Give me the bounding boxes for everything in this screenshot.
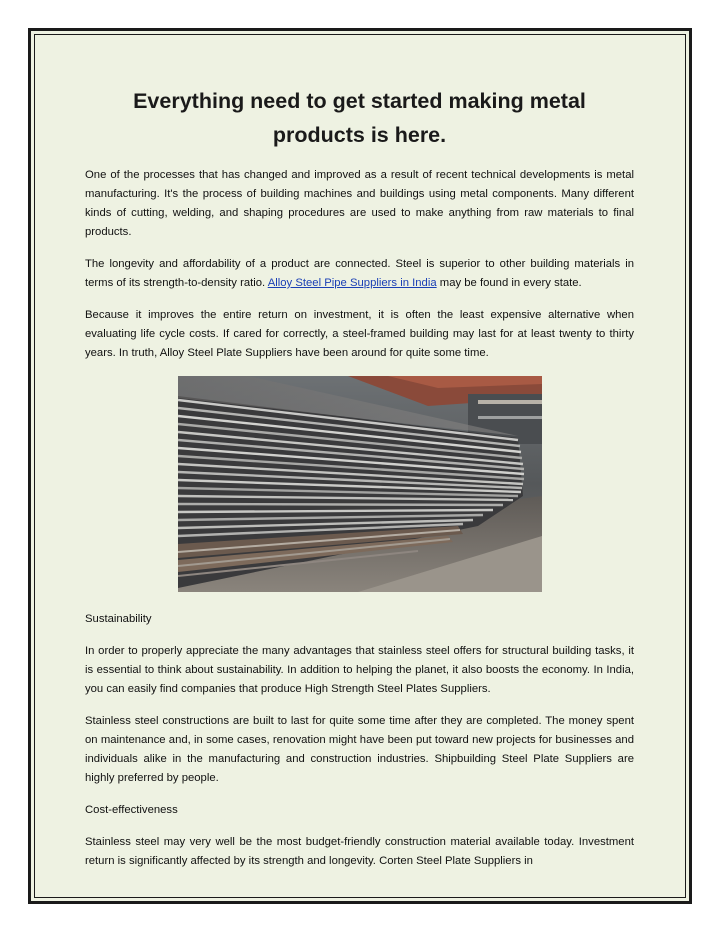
steel-plates-photo bbox=[178, 376, 542, 592]
paragraph-intro: One of the processes that has changed and improved as a result of recent technical developments is metal manufacturing. It's the process of building machines and buildings using metal components. Many different kinds of cutting, welding, and shaping procedures are used to make anything from raw materials to final products. bbox=[85, 169, 634, 238]
paragraph-roi: Because it improves the entire return on investment, it is often the least expensive alternative when evaluating life cycle costs. If cared for correctly, a steel-framed building may last for at least twenty to thirty years. In truth, Alloy Steel Plate Suppliers have been around for quite some time. bbox=[85, 309, 634, 359]
page-title: Everything need to get started making metal products is here. bbox=[133, 89, 586, 147]
paragraph-durability: Stainless steel constructions are built to last for quite some time after they are completed. The money spent on maintenance and, in some cases, renovation might have been put toward new projects for businesses and individuals alike in the manufacturing and construction industries. Shipbuilding Steel Plate Suppliers are highly preferred by people. bbox=[85, 715, 634, 784]
document-content bbox=[85, 84, 634, 884]
heading-sustainability: Sustainability bbox=[85, 613, 152, 625]
paragraph-longevity-text-end: may be found in every state. bbox=[436, 277, 582, 289]
paragraph-cost: Stainless steel may very well be the most budget-friendly construction material available today. Investment return is significantly affected by its strength and longevity. Corten Steel Plate Suppliers in bbox=[85, 836, 634, 867]
paragraph-longevity bbox=[85, 255, 634, 293]
paragraph-sustainability: In order to properly appreciate the many advantages that stainless steel offers for structural building tasks, it is essential to think about sustainability. In addition to helping the planet, it also boosts the economy. In India, you can easily find companies that produce High Strength Steel Plates Suppliers. bbox=[85, 645, 634, 695]
steel-plates-image bbox=[178, 376, 542, 592]
paragraph-longevity-text-start: The longevity and affordability of a product are connected. Steel is superior to other building materials in terms of its strength-to-density ratio. bbox=[85, 258, 634, 289]
alloy-steel-pipe-suppliers-link[interactable]: Alloy Steel Pipe Suppliers in India bbox=[267, 277, 437, 289]
heading-cost-effectiveness: Cost-effectiveness bbox=[85, 804, 178, 816]
